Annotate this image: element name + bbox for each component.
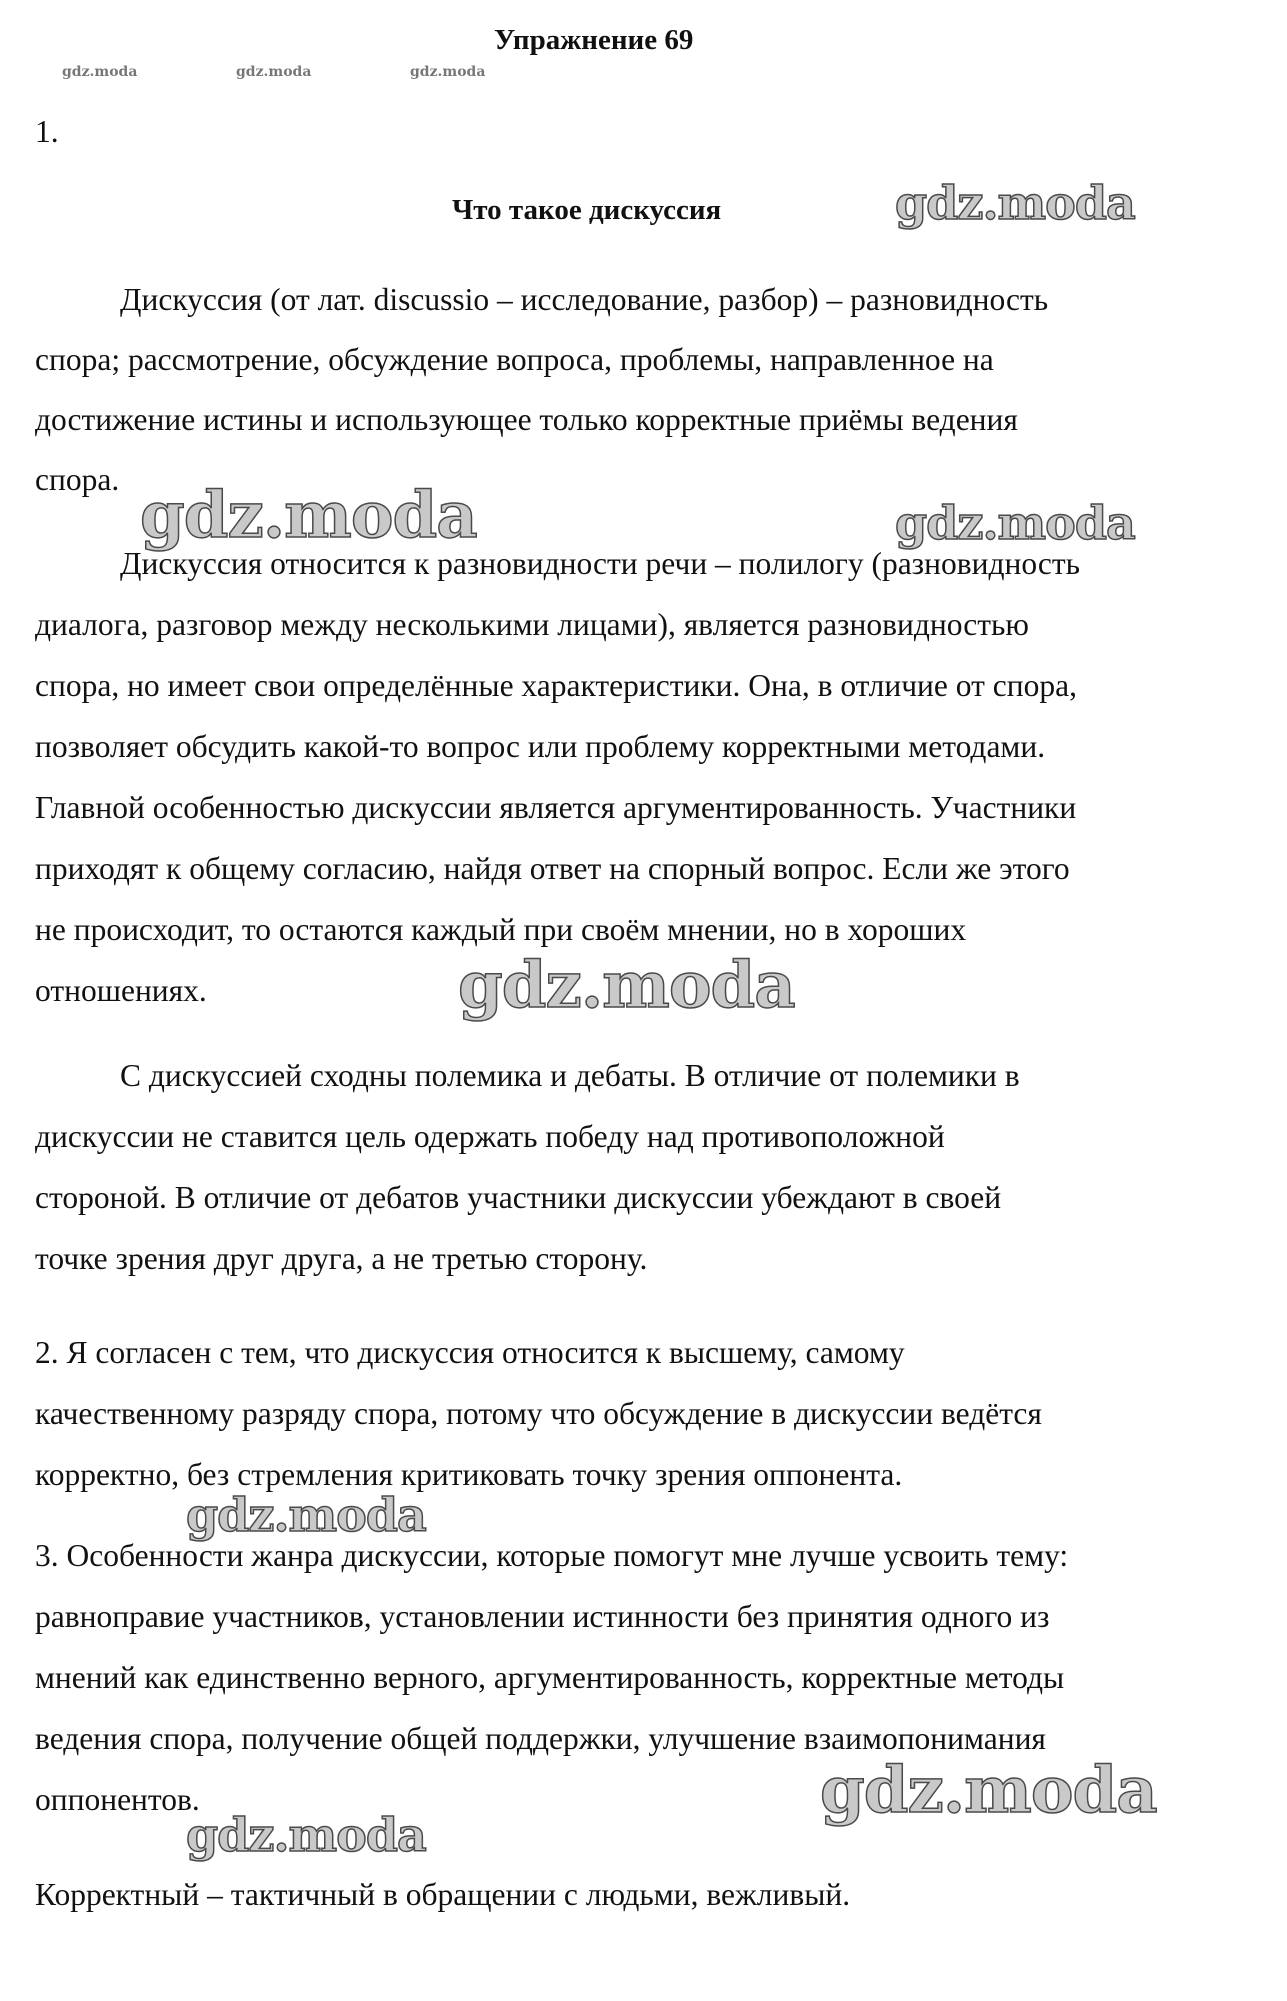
text-line: Главной особенностью дискуссии является аргументированность. Участники xyxy=(35,790,1077,825)
exercise-title: Упражнение 69 xyxy=(494,24,694,56)
text-line: дискуссии не ставится цель одержать победу над противоположной xyxy=(35,1119,945,1154)
watermark: gdz.moda xyxy=(895,176,1135,230)
watermark-small: gdz.moda xyxy=(236,64,312,80)
text-line: точке зрения друг друга, а не третью сторону. xyxy=(35,1241,648,1276)
watermark: gdz.moda xyxy=(895,496,1135,550)
text-line: мнений как единственно верного, аргументированность, корректные методы xyxy=(35,1660,1065,1695)
text-line: оппонентов. xyxy=(35,1782,200,1817)
text-line: приходят к общему согласию, найдя ответ на спорный вопрос. Если же этого xyxy=(35,851,1070,886)
item-number: 1. xyxy=(35,114,59,149)
text-line: Дискуссия (от лат. discussio – исследование, разбор) – разновидность xyxy=(120,282,1049,317)
text-line: спора; рассмотрение, обсуждение вопроса, проблемы, направленное на xyxy=(35,342,994,377)
watermark: gdz.moda xyxy=(820,1753,1157,1828)
article-title: Что такое дискуссия xyxy=(452,194,722,226)
text-line: равноправие участников, установлении истинности без принятия одного из xyxy=(35,1599,1050,1634)
text-line: Корректный – тактичный в обращении с людьми, вежливый. xyxy=(35,1877,851,1912)
watermark: gdz.moda xyxy=(186,1808,426,1862)
text-line: С дискуссией сходны полемика и дебаты. В отличие от полемики в xyxy=(120,1058,1020,1093)
watermark: gdz.moda xyxy=(140,478,477,553)
watermark-small: gdz.moda xyxy=(62,64,138,80)
text-line: Дискуссия относится к разновидности речи – полилогу (разновидность xyxy=(120,546,1080,581)
text-line: спора, но имеет свои определённые характеристики. Она, в отличие от спора, xyxy=(35,668,1077,703)
text-line: диалога, разговор между несколькими лицами), является разновидностью xyxy=(35,607,1029,642)
text-line: корректно, без стремления критиковать точку зрения оппонента. xyxy=(35,1457,903,1492)
watermark-small: gdz.moda xyxy=(410,64,486,80)
text-line: 3. Особенности жанра дискуссии, которые помогут мне лучше усвоить тему: xyxy=(35,1538,1069,1573)
watermark: gdz.moda xyxy=(458,948,795,1023)
text-line: 2. Я согласен с тем, что дискуссия относится к высшему, самому xyxy=(35,1335,905,1370)
text-line: качественному разряду спора, потому что обсуждение в дискуссии ведётся xyxy=(35,1396,1042,1431)
text-line: стороной. В отличие от дебатов участники дискуссии убеждают в своей xyxy=(35,1180,1002,1215)
text-line: отношениях. xyxy=(35,973,207,1008)
text-line: не происходит, то остаются каждый при своём мнении, но в хороших xyxy=(35,912,967,947)
text-line: спора. xyxy=(35,462,120,497)
text-line: достижение истины и использующее только корректные приёмы ведения xyxy=(35,402,1018,437)
text-line: позволяет обсудить какой-то вопрос или проблему корректными методами. xyxy=(35,729,1046,764)
watermark: gdz.moda xyxy=(186,1488,426,1542)
text-line: ведения спора, получение общей поддержки, улучшение взаимопонимания xyxy=(35,1721,1046,1756)
